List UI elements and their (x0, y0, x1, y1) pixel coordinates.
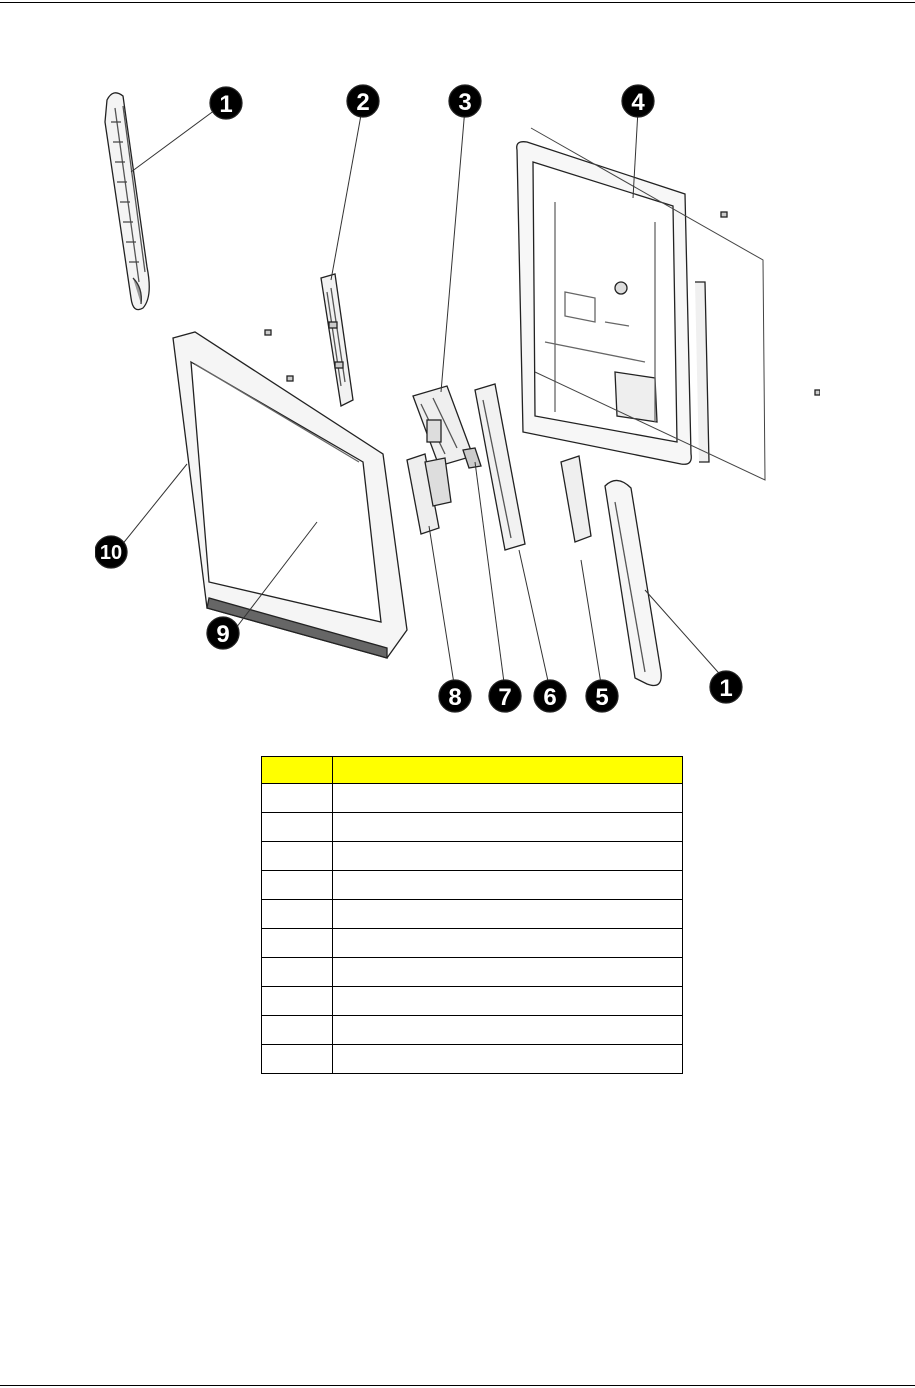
cell-description (333, 1016, 683, 1045)
callout-label: 1 (219, 91, 233, 118)
cover-part-5 (561, 456, 591, 542)
callout-10 (95, 536, 127, 568)
callout-label: 4 (631, 89, 645, 116)
table-row (262, 784, 683, 813)
callout-label: 3 (458, 89, 472, 116)
cell-no (262, 842, 333, 871)
cell-description (333, 842, 683, 871)
callout-label: 9 (216, 621, 230, 648)
header-no (262, 757, 333, 784)
table-row (262, 871, 683, 900)
exploded-view-diagram (95, 82, 820, 714)
table-row (262, 842, 683, 871)
callout-8 (439, 680, 471, 712)
cell-no (262, 784, 333, 813)
callout-4 (622, 85, 654, 117)
cell-no (262, 1016, 333, 1045)
table-row (262, 813, 683, 842)
header-rule (0, 2, 915, 3)
bracket-part-2 (321, 274, 353, 406)
callout-6 (534, 680, 566, 712)
callout-7 (489, 680, 521, 712)
table-row (262, 958, 683, 987)
table-header-row (262, 757, 683, 784)
cell-description (333, 900, 683, 929)
callout-label: 10 (99, 542, 123, 564)
cell-description (333, 784, 683, 813)
callout-5 (586, 680, 618, 712)
bracket-part-8 (407, 454, 451, 534)
cell-no (262, 871, 333, 900)
callout-2 (347, 85, 379, 117)
callout-label: 1 (719, 675, 733, 702)
callout-9 (207, 617, 239, 649)
cell-description (333, 958, 683, 987)
table-row (262, 929, 683, 958)
cell-no (262, 987, 333, 1016)
cell-description (333, 871, 683, 900)
cell-description (333, 987, 683, 1016)
side-trim-left (105, 93, 149, 310)
bracket-part-7 (463, 448, 481, 468)
callout-1-right (710, 671, 742, 703)
header-description (333, 757, 683, 784)
callout-label: 7 (498, 684, 512, 711)
cell-no (262, 929, 333, 958)
table-row (262, 1045, 683, 1074)
cell-description (333, 813, 683, 842)
cell-description (333, 1045, 683, 1074)
cell-no (262, 958, 333, 987)
table-row (262, 900, 683, 929)
side-trim-right (605, 480, 661, 685)
callout-label: 8 (448, 684, 462, 711)
cell-no (262, 900, 333, 929)
callout-3 (449, 85, 481, 117)
cell-no (262, 1045, 333, 1074)
table-row (262, 987, 683, 1016)
callout-1-left (210, 87, 242, 119)
bracket-part-6 (475, 384, 525, 550)
callout-label: 6 (543, 684, 557, 711)
callout-label: 2 (356, 89, 370, 116)
cell-description (333, 929, 683, 958)
callout-label: 5 (595, 684, 609, 711)
table-row (262, 1016, 683, 1045)
footer-rule (0, 1385, 915, 1386)
cell-no (262, 813, 333, 842)
parts-table (261, 756, 683, 1074)
rear-cover-part-4 (517, 142, 709, 465)
